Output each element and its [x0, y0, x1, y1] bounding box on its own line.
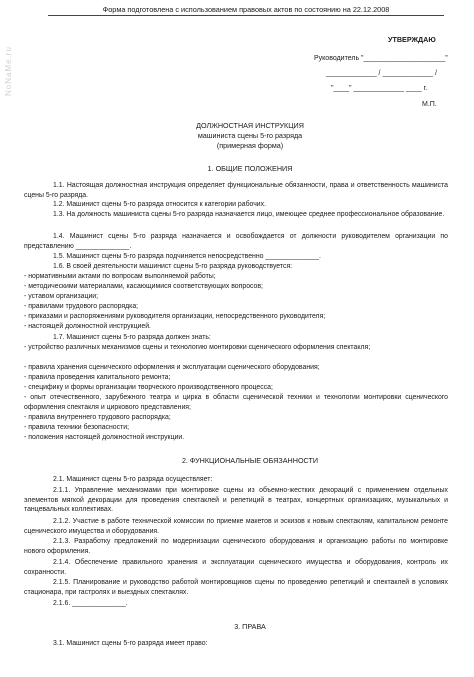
- list-item: - правила проведения капитального ремонта;: [24, 374, 171, 381]
- list-item: - нормативными актами по вопросам выполняемой работы;: [24, 273, 216, 280]
- section-heading-duties: 2. ФУНКЦИОНАЛЬНЫЕ ОБЯЗАННОСТИ: [181, 456, 319, 465]
- approval-manager-line: Руководитель "_____________________": [314, 55, 448, 62]
- paragraph: 2.1.1. Управление механизмами при монтировке сцены из объемно-жестких декораций с применением отдельных элементов мягкой декорации для проведения спектаклей и репетиций в театрах, концертных организациях, музыкальных и танцевальных коллективах.: [24, 487, 448, 513]
- paragraph: 1.4. Машинист сцены 5-го разряда назначается и освобождается от должности руководителем организации по представлению ______________.: [24, 233, 448, 250]
- section-heading-rights: 3. ПРАВА: [234, 622, 266, 631]
- paragraph: 1.2. Машинист сцены 5-го разряда относится к категории рабочих.: [53, 201, 267, 208]
- list-item: - правила техники безопасности;: [24, 424, 129, 431]
- list-item: - правила хранения сценического оформления и эксплуатации сценического оборудования;: [24, 364, 320, 371]
- list-item: - приказами и распоряжениями руководителя организации, непосредственного руководителя;: [24, 313, 326, 320]
- paragraph: 2.1.4. Обеспечение правильного хранения и эксплуатации сценического имущества и оборудования, контроль их сохранности.: [24, 559, 448, 576]
- paragraph: 1.1. Настоящая должностная инструкция определяет функциональные обязанности, права и ответственность машиниста сцены 5-го разряда.: [24, 182, 448, 199]
- paragraph: 1.5. Машинист сцены 5-го разряда подчиняется непосредственно ______________.: [53, 253, 321, 260]
- form-notice: Форма подготовлена с использованием правовых актов по состоянию на 22.12.2008: [48, 4, 444, 16]
- paragraph: 2.1.6. ______________.: [53, 600, 128, 607]
- list-item: - уставом организации;: [24, 293, 99, 300]
- list-item: - устройство различных механизмов сцены и технологию монтировки сценического оформления спектакля;: [24, 344, 371, 351]
- seal-mark: М.П.: [422, 101, 437, 108]
- approval-date-line: "____" _____________ ____ г.: [331, 85, 428, 92]
- paragraph: 2.1. Машинист сцены 5-го разряда осуществляет:: [53, 476, 213, 483]
- paragraph: 1.3. На должность машиниста сцены 5-го разряда назначается лицо, имеющее среднее профессиональное образование.: [53, 211, 445, 218]
- list-item: - настоящей должностной инструкцией.: [24, 323, 151, 330]
- section-heading-general: 1. ОБЩИЕ ПОЛОЖЕНИЯ: [207, 164, 293, 173]
- paragraph: 2.1.5. Планирование и руководство работой монтировщиков сцены по проведению репетиций и спектаклей в условиях стационара, при гастролях и выездных спектаклях.: [24, 579, 448, 596]
- list-item: - правила внутреннего трудового распорядка;: [24, 414, 171, 421]
- document-subtitle: машиниста сцены 5-го разряда: [197, 131, 303, 140]
- paragraph: 2.1.2. Участие в работе технической комиссии по приемке макетов и эскизов к новым спектаклям, капитальном ремонте сценического имущества и оборудования.: [24, 518, 448, 535]
- list-item: - специфику и формы организации творческого производственного процесса;: [24, 384, 273, 391]
- list-item: - методическими материалами, касающимися соответствующих вопросов;: [24, 283, 263, 290]
- approval-signature-line: _____________ / _____________ /: [326, 70, 437, 77]
- list-item: - правилами трудового распорядка;: [24, 303, 139, 310]
- paragraph: 1.6. В своей деятельности машинист сцены 5-го разряда руководствуется:: [53, 263, 293, 270]
- watermark: NoNaMe.ru: [4, 46, 13, 96]
- document-form-note: (примерная форма): [216, 141, 284, 150]
- document-title: ДОЛЖНОСТНАЯ ИНСТРУКЦИЯ: [196, 121, 304, 130]
- list-item: - положения настоящей должностной инструкции.: [24, 434, 185, 441]
- paragraph: 3.1. Машинист сцены 5-го разряда имеет право:: [53, 640, 208, 647]
- approval-title: УТВЕРЖДАЮ: [388, 35, 436, 44]
- paragraph: 2.1.3. Разработку предложений по модернизации сценического оборудования и организацию работы по монтировке нового оформления.: [24, 538, 448, 555]
- list-item: - опыт отечественного, зарубежного театра и цирка в области сценической техники и технологии монтировки сценического оформления спектакля и циркового представления;: [24, 394, 448, 411]
- paragraph: 1.7. Машинист сцены 5-го разряда должен знать:: [53, 334, 211, 341]
